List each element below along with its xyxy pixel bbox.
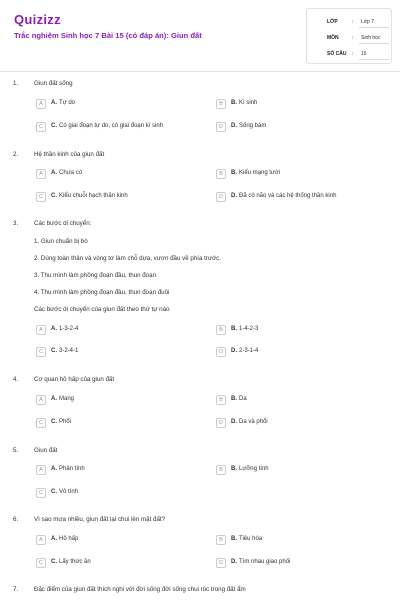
option-letter-box: C [36, 418, 46, 428]
option-letter-box: B [216, 99, 226, 109]
option-text: Sống bám [239, 123, 267, 129]
question-number: 6. [13, 516, 19, 523]
question-text: Giun đất sống [34, 80, 73, 87]
option-letter-box: B [216, 325, 226, 335]
option-key: D. [231, 123, 237, 129]
question-number: 7. [13, 586, 19, 593]
meta-value: Sinh học [361, 35, 381, 41]
option-key: C. [51, 123, 57, 129]
option-letter-box: A [36, 169, 46, 179]
question-text: Các bước di chuyển: [34, 220, 92, 227]
question-text: Vì sao mưa nhiều, giun đất lại chui lên mặt đất? [34, 516, 166, 523]
option-text: Lưỡng tính [239, 466, 269, 472]
question-number: 5. [13, 447, 19, 454]
quiz-header [0, 0, 400, 72]
option-letter-box: D [216, 192, 226, 202]
option-text: Đã có não và các hệ thống thần kinh [239, 193, 337, 199]
option-key: B. [231, 170, 237, 176]
meta-row-class: LỚP : Lớp 7 [307, 15, 393, 29]
option-text: Phân tính [59, 466, 85, 472]
option-letter-box: C [36, 122, 46, 132]
option-text: 1-3-2-4 [59, 326, 79, 332]
option-text: Kiểu mạng lưới [239, 170, 280, 176]
quiz-title: Trắc nghiệm Sinh học 7 Bài 15 (có đáp án): Giun đất [14, 31, 202, 40]
question-text: Giun đất [34, 447, 58, 454]
option-letter-box: A [36, 395, 46, 405]
meta-value: 15 [361, 51, 367, 57]
meta-underline [359, 59, 389, 60]
option-letter-box: A [36, 535, 46, 545]
meta-row-subject: MÔN : Sinh học [307, 31, 393, 45]
question-text: Hệ thần kinh của giun đất [34, 151, 105, 158]
question-number: 4. [13, 376, 19, 383]
option-key: D. [231, 419, 237, 425]
option-key: D. [231, 348, 237, 354]
meta-underline [359, 43, 389, 44]
meta-row-count: SỐ CÂU : 15 [307, 47, 393, 61]
option-text: 1-4-2-3 [239, 326, 259, 332]
option-text: Kí sinh [239, 100, 258, 106]
option-key: B. [231, 326, 237, 332]
option-letter-box: C [36, 488, 46, 498]
option-key: C. [51, 193, 57, 199]
option-text: Hô hấp [59, 536, 79, 542]
option-letter-box: B [216, 169, 226, 179]
option-key: C. [51, 489, 57, 495]
question-text: Cơ quan hô hấp của giun đất [34, 376, 115, 383]
option-key: A. [51, 100, 57, 106]
option-text: Có giai đoạn tự do, có giai đoạn kí sinh [59, 123, 164, 129]
option-letter-box: D [216, 122, 226, 132]
quiz-meta-box [306, 8, 392, 64]
meta-label: SỐ CÂU [327, 51, 347, 57]
option-text: Tự do [59, 100, 76, 106]
option-text: Phổi [59, 419, 72, 425]
quizizz-logo: Quizizz [14, 12, 61, 27]
meta-label: MÔN [327, 35, 339, 41]
option-text: Tìm nhau giao phối [239, 559, 291, 565]
question-line: 1. Giun chuẩn bị bò [34, 238, 88, 245]
option-text: Da [239, 396, 247, 402]
option-letter-box: C [36, 558, 46, 568]
option-key: D. [231, 193, 237, 199]
option-letter-box: D [216, 558, 226, 568]
option-key: B. [231, 466, 237, 472]
option-key: A. [51, 536, 57, 542]
question-number: 1. [13, 80, 19, 87]
question-number: 3. [13, 220, 19, 227]
option-text: Da và phổi [239, 419, 268, 425]
option-key: B. [231, 536, 237, 542]
option-letter-box: A [36, 325, 46, 335]
option-key: A. [51, 170, 57, 176]
question-number: 2. [13, 151, 19, 158]
option-text: Vô tính [59, 489, 79, 495]
option-key: A. [51, 396, 57, 402]
meta-underline [359, 27, 389, 28]
option-letter-box: D [216, 418, 226, 428]
option-key: B. [231, 396, 237, 402]
option-key: C. [51, 559, 57, 565]
option-text: 2-3-1-4 [239, 348, 259, 354]
option-key: D. [231, 559, 237, 565]
meta-value: Lớp 7 [361, 19, 375, 25]
option-letter-box: A [36, 465, 46, 475]
option-letter-box: C [36, 347, 46, 357]
option-letter-box: A [36, 99, 46, 109]
option-key: B. [231, 100, 237, 106]
option-key: A. [51, 326, 57, 332]
option-key: C. [51, 419, 57, 425]
question-text: Đặc điểm của giun đất thích nghi với đời sống đời sống chui rúc trong đất ẩm [34, 586, 246, 593]
question-line: Các bước di chuyển của giun đất theo thứ tự nào [34, 306, 170, 313]
option-letter-box: B [216, 395, 226, 405]
option-text: Tiêu hóa [239, 536, 263, 542]
option-letter-box: B [216, 535, 226, 545]
option-text: 3-2-4-1 [59, 348, 79, 354]
question-line: 2. Dùng toàn thân và vòng tơ làm chỗ dựa, vươn đầu về phía trước. [34, 255, 221, 262]
option-text: Kiểu chuỗi hạch thần kinh [59, 193, 128, 199]
option-key: A. [51, 466, 57, 472]
option-key: C. [51, 348, 57, 354]
meta-label: LỚP [327, 19, 338, 25]
option-letter-box: B [216, 465, 226, 475]
option-text: Mang [59, 396, 75, 402]
option-text: Lấy thức ăn [59, 559, 91, 565]
question-line: 3. Thu mình làm phồng đoạn đầu, thun đoạn [34, 272, 157, 279]
option-letter-box: C [36, 192, 46, 202]
option-text: Chưa có [59, 170, 83, 176]
question-line: 4. Thu mình làm phồng đoạn đầu, thun đoạn đuôi [34, 289, 170, 296]
option-letter-box: D [216, 347, 226, 357]
